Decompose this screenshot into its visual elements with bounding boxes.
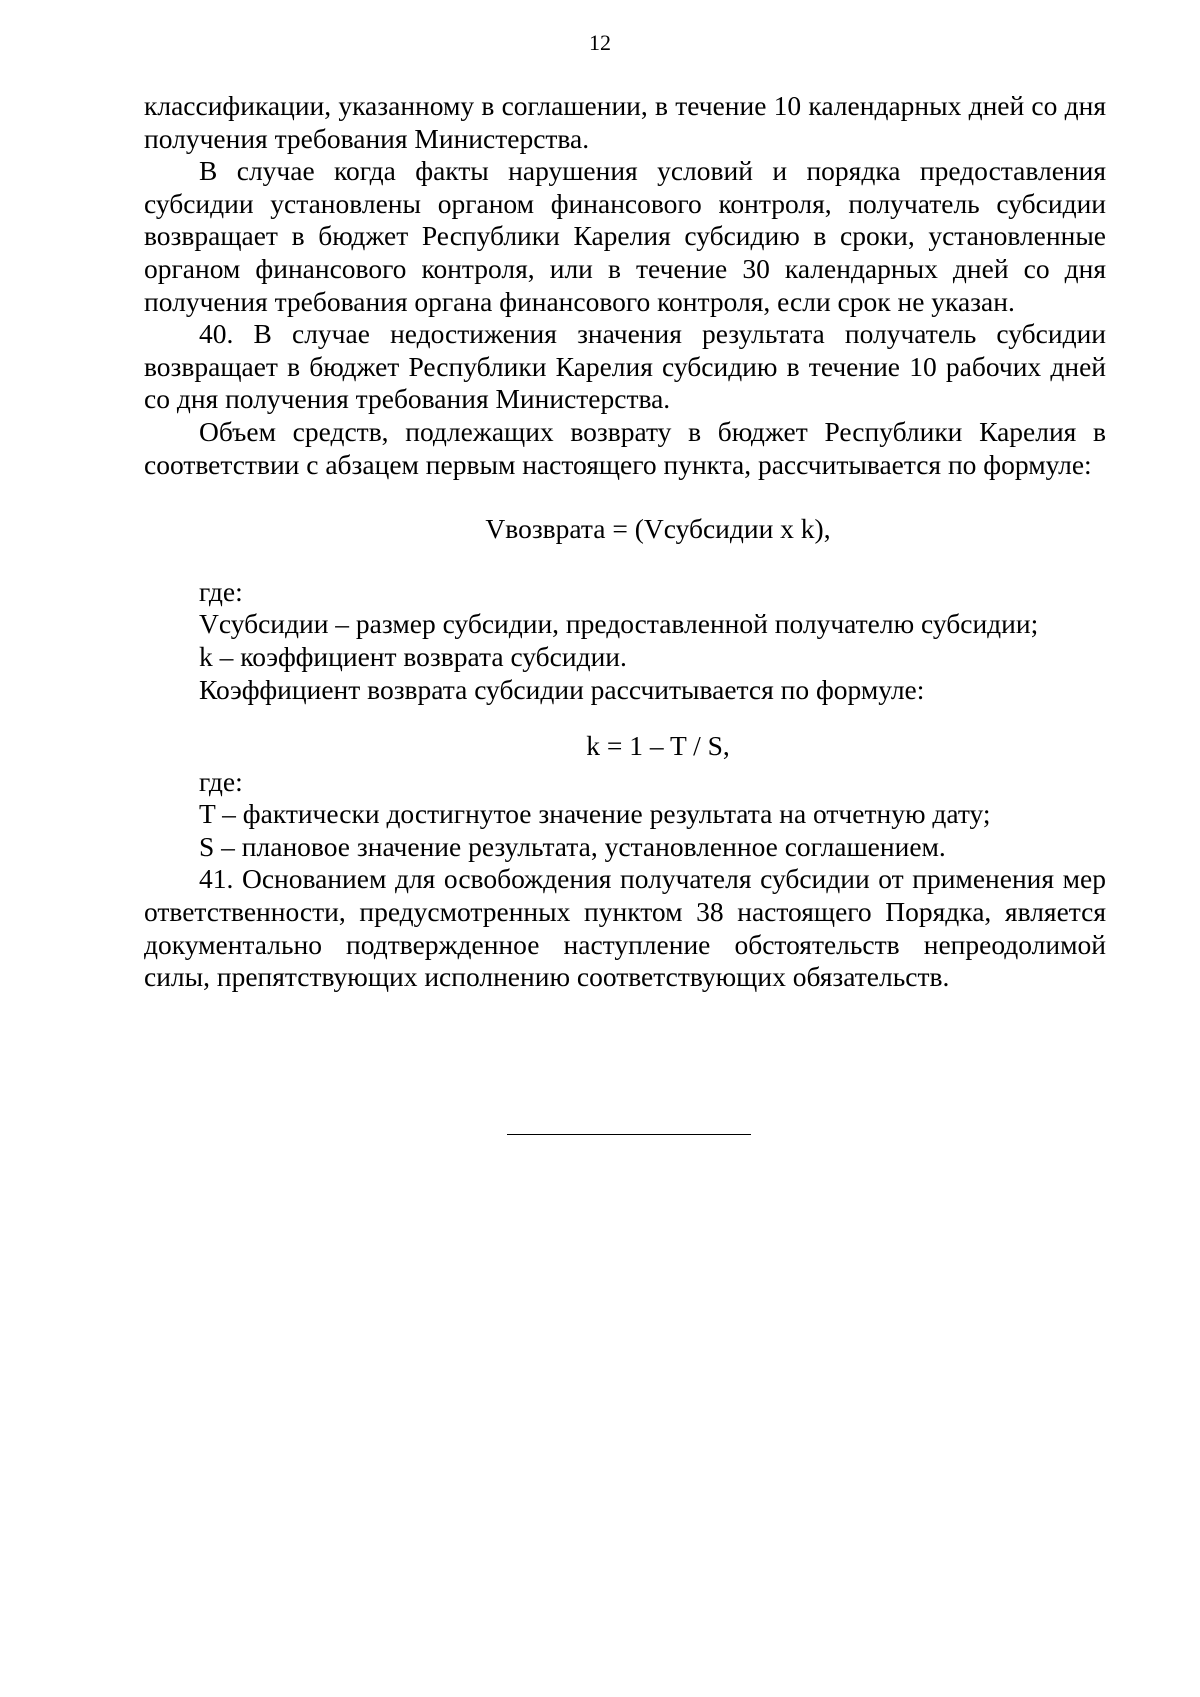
definition-s: S – плановое значение результата, установленное соглашением.: [199, 830, 946, 862]
document-body: [144, 90, 1106, 994]
formula-refund-volume: Vвозврата = (Vсубсидии x k),: [485, 513, 831, 545]
page-number: 12: [589, 30, 611, 55]
where-label: где:: [199, 575, 243, 607]
paragraph-item-41: 41. Основанием для освобождения получателя субсидии от применения мер ответственности, предусмотренных пунктом 38 настоящего Порядка, является документально подтвержденное наступление обстоятельств непреодолимой силы, препятствующих исполнению соответствующих обязательств.: [144, 863, 1106, 993]
paragraph-coefficient-formula-intro: Коэффициент возврата субсидии рассчитывается по формуле:: [199, 673, 925, 705]
paragraph-item-40: 40. В случае недостижения значения результата получатель субсидии возвращает в бюджет Республики Карелия субсидию в течение 10 рабочих дней со дня получения требования Министерства.: [144, 318, 1106, 415]
definition-t: T – фактически достигнутое значение результата на отчетную дату;: [199, 798, 991, 830]
formula-coefficient: k = 1 – T / S,: [586, 730, 730, 762]
definition-v-subsidy: Vсубсидии – размер субсидии, предоставленной получателю субсидии;: [199, 608, 1039, 640]
paragraph-financial-control: В случае когда факты нарушения условий и порядка предоставления субсидии установлены органом финансового контроля, получатель субсидии возвращает в бюджет Республики Карелия субсидию в сроки, установленные органом финансового контроля, или в течение 30 календарных дней со дня получения требования органа финансового контроля, если срок не указан.: [144, 155, 1106, 317]
end-of-document-rule: [507, 1134, 751, 1135]
paragraph-refund-volume: Объем средств, подлежащих возврату в бюджет Республики Карелия в соответствии с абзацем первым настоящего пункта, рассчитывается по формуле:: [144, 415, 1106, 480]
where-label-2: где:: [199, 765, 243, 797]
definition-k: k – коэффициент возврата субсидии.: [199, 640, 627, 672]
paragraph-classification: классификации, указанному в соглашении, в течение 10 календарных дней со дня получения требования Министерства.: [144, 90, 1106, 154]
